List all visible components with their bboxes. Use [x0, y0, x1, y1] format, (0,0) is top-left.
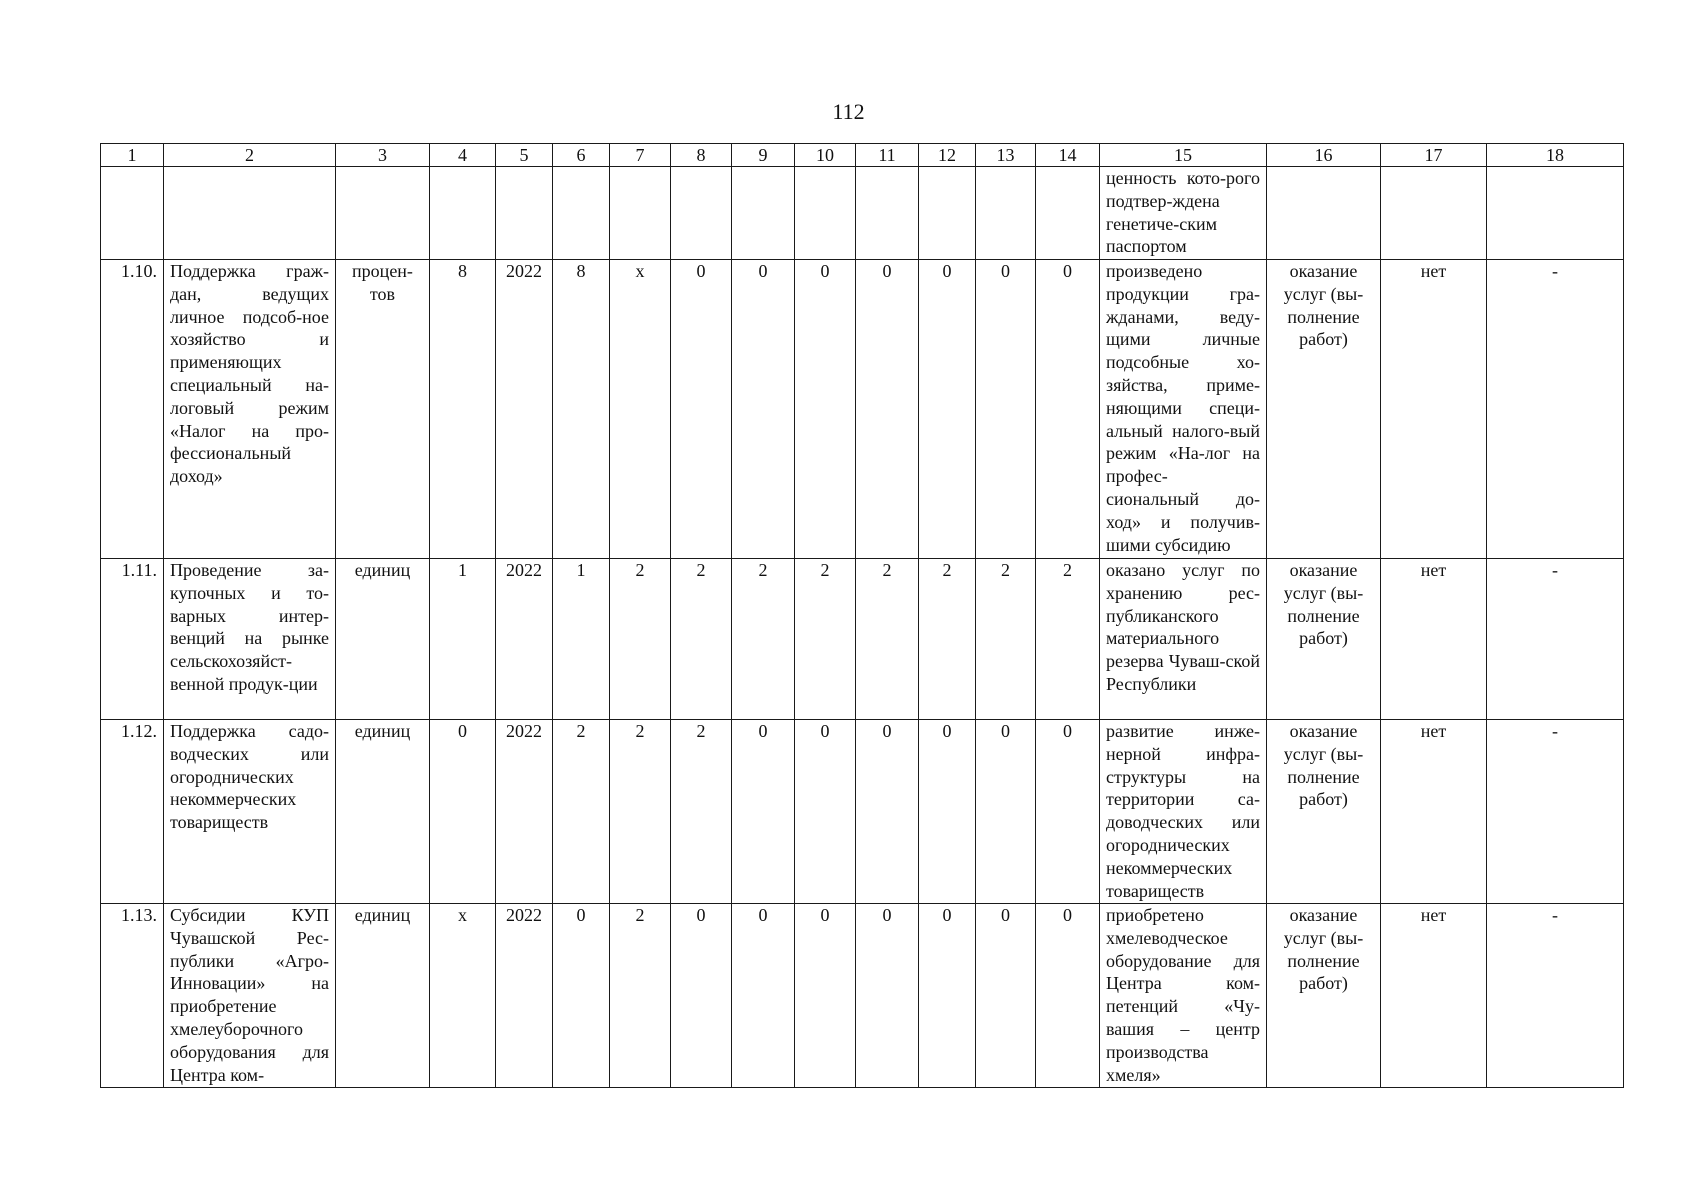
cell-flag: нет	[1381, 904, 1487, 1088]
cell-value: 0	[976, 904, 1036, 1088]
cell-empty	[795, 167, 856, 260]
table-row	[101, 904, 1624, 1088]
cell-value: 2	[553, 720, 610, 904]
cell-result: ценность кото-рого подтвер-ждена генетиче-ским паспортом	[1100, 167, 1267, 260]
cell-type: оказание услуг (вы-полнение работ)	[1267, 260, 1381, 559]
header-cell: 2	[164, 144, 336, 167]
cell-unit: единиц	[336, 720, 430, 904]
header-cell: 7	[610, 144, 671, 167]
cell-year: 2022	[496, 720, 553, 904]
cell-value: 2	[610, 559, 671, 720]
page-number: 112	[832, 99, 865, 124]
header-cell: 6	[553, 144, 610, 167]
cell-value: 0	[671, 260, 732, 559]
cell-unit: единиц	[336, 559, 430, 720]
cell-empty	[732, 167, 795, 260]
cell-flag: нет	[1381, 260, 1487, 559]
cell-value: 0	[732, 260, 795, 559]
cell-row-number: 1.11.	[101, 559, 164, 720]
header-cell: 9	[732, 144, 795, 167]
cell-empty	[610, 167, 671, 260]
cell-value: 0	[856, 904, 919, 1088]
cell-empty	[1487, 167, 1624, 260]
cell-empty	[336, 167, 430, 260]
cell-event-name: Поддержка граж-дан, ведущих личное подсоб-ное хозяйство и применяющих специальный на-логовый режим «Налог на про-фессиональный доход»	[164, 260, 336, 559]
cell-empty	[164, 167, 336, 260]
cell-dash: -	[1487, 720, 1624, 904]
cell-value: 8	[430, 260, 496, 559]
cell-result: развитие инже-нерной инфра-структуры на территории са-доводческих или огороднических некоммерческих товариществ	[1100, 720, 1267, 904]
table-row	[101, 559, 1624, 720]
cell-empty	[919, 167, 976, 260]
cell-value: 2	[610, 720, 671, 904]
column-number-header	[101, 144, 1624, 167]
cell-empty	[553, 167, 610, 260]
cell-flag: нет	[1381, 720, 1487, 904]
cell-value: 2	[1036, 559, 1100, 720]
cell-value: 0	[795, 904, 856, 1088]
cell-type: оказание услуг (вы-полнение работ)	[1267, 559, 1381, 720]
cell-empty	[1381, 167, 1487, 260]
cell-empty	[856, 167, 919, 260]
cell-value: 0	[856, 720, 919, 904]
cell-type: оказание услуг (вы-полнение работ)	[1267, 720, 1381, 904]
cell-value: х	[430, 904, 496, 1088]
cell-value: 2	[671, 720, 732, 904]
header-cell: 1	[101, 144, 164, 167]
header-cell: 10	[795, 144, 856, 167]
cell-value: 1	[430, 559, 496, 720]
cell-value: 0	[795, 720, 856, 904]
cell-empty	[671, 167, 732, 260]
cell-value: 0	[919, 904, 976, 1088]
cell-unit: процен-тов	[336, 260, 430, 559]
cell-value: 0	[1036, 260, 1100, 559]
cell-result: приобретено хмелеводческое оборудование для Центра ком-петенций «Чу-вашия – центр производства хмеля»	[1100, 904, 1267, 1088]
header-cell: 5	[496, 144, 553, 167]
header-cell: 3	[336, 144, 430, 167]
cell-dash: -	[1487, 904, 1624, 1088]
cell-type: оказание услуг (вы-полнение работ)	[1267, 904, 1381, 1088]
cell-year: 2022	[496, 260, 553, 559]
table-row-continuation	[101, 167, 1624, 260]
table-row	[101, 720, 1624, 904]
cell-empty	[1036, 167, 1100, 260]
cell-value: 0	[671, 904, 732, 1088]
cell-value: 0	[1036, 720, 1100, 904]
cell-value: 0	[919, 720, 976, 904]
header-cell: 15	[1100, 144, 1267, 167]
cell-row-number: 1.10.	[101, 260, 164, 559]
header-cell: 17	[1381, 144, 1487, 167]
cell-value: 2	[671, 559, 732, 720]
cell-year: 2022	[496, 904, 553, 1088]
header-cell: 4	[430, 144, 496, 167]
header-cell: 14	[1036, 144, 1100, 167]
cell-value: х	[610, 260, 671, 559]
cell-value: 0	[553, 904, 610, 1088]
cell-value: 2	[795, 559, 856, 720]
cell-value: 2	[976, 559, 1036, 720]
cell-dash: -	[1487, 260, 1624, 559]
cell-flag: нет	[1381, 559, 1487, 720]
cell-value: 1	[553, 559, 610, 720]
cell-event-name: Поддержка садо-водческих или огороднических некоммерческих товариществ	[164, 720, 336, 904]
cell-value: 0	[1036, 904, 1100, 1088]
cell-value: 0	[795, 260, 856, 559]
data-table	[100, 143, 1624, 1088]
cell-empty	[496, 167, 553, 260]
cell-value: 8	[553, 260, 610, 559]
cell-value: 0	[919, 260, 976, 559]
cell-row-number: 1.12.	[101, 720, 164, 904]
cell-unit: единиц	[336, 904, 430, 1088]
cell-event-name: Проведение за-купочных и то-варных интер-венций на рынке сельскохозяйст-венной продук-ции	[164, 559, 336, 720]
cell-dash: -	[1487, 559, 1624, 720]
cell-value: 2	[732, 559, 795, 720]
cell-empty	[1267, 167, 1381, 260]
cell-empty	[430, 167, 496, 260]
header-cell: 12	[919, 144, 976, 167]
cell-result: оказано услуг по хранению рес-публиканского материального резерва Чуваш-ской Республики	[1100, 559, 1267, 720]
header-cell: 18	[1487, 144, 1624, 167]
cell-row-number: 1.13.	[101, 904, 164, 1088]
cell-value: 0	[732, 904, 795, 1088]
cell-result: произведено продукции гра-жданами, веду-щими личные подсобные хо-зяйства, приме-няющими специ-альный налого-вый режим «На-лог на профес-сиональный до-ход» и получив-шими субсидию	[1100, 260, 1267, 559]
cell-empty	[101, 167, 164, 260]
cell-value: 0	[856, 260, 919, 559]
cell-value: 0	[732, 720, 795, 904]
cell-value: 2	[610, 904, 671, 1088]
header-cell: 8	[671, 144, 732, 167]
header-cell: 13	[976, 144, 1036, 167]
header-cell: 11	[856, 144, 919, 167]
cell-value: 2	[919, 559, 976, 720]
cell-value: 0	[430, 720, 496, 904]
table-row	[101, 260, 1624, 559]
cell-value: 2	[856, 559, 919, 720]
cell-value: 0	[976, 720, 1036, 904]
cell-empty	[976, 167, 1036, 260]
cell-value: 0	[976, 260, 1036, 559]
cell-event-name: Субсидии КУП Чувашской Рес-публики «Агро-Инновации» на приобретение хмелеуборочного оборудования для Центра ком-	[164, 904, 336, 1088]
header-cell: 16	[1267, 144, 1381, 167]
cell-year: 2022	[496, 559, 553, 720]
